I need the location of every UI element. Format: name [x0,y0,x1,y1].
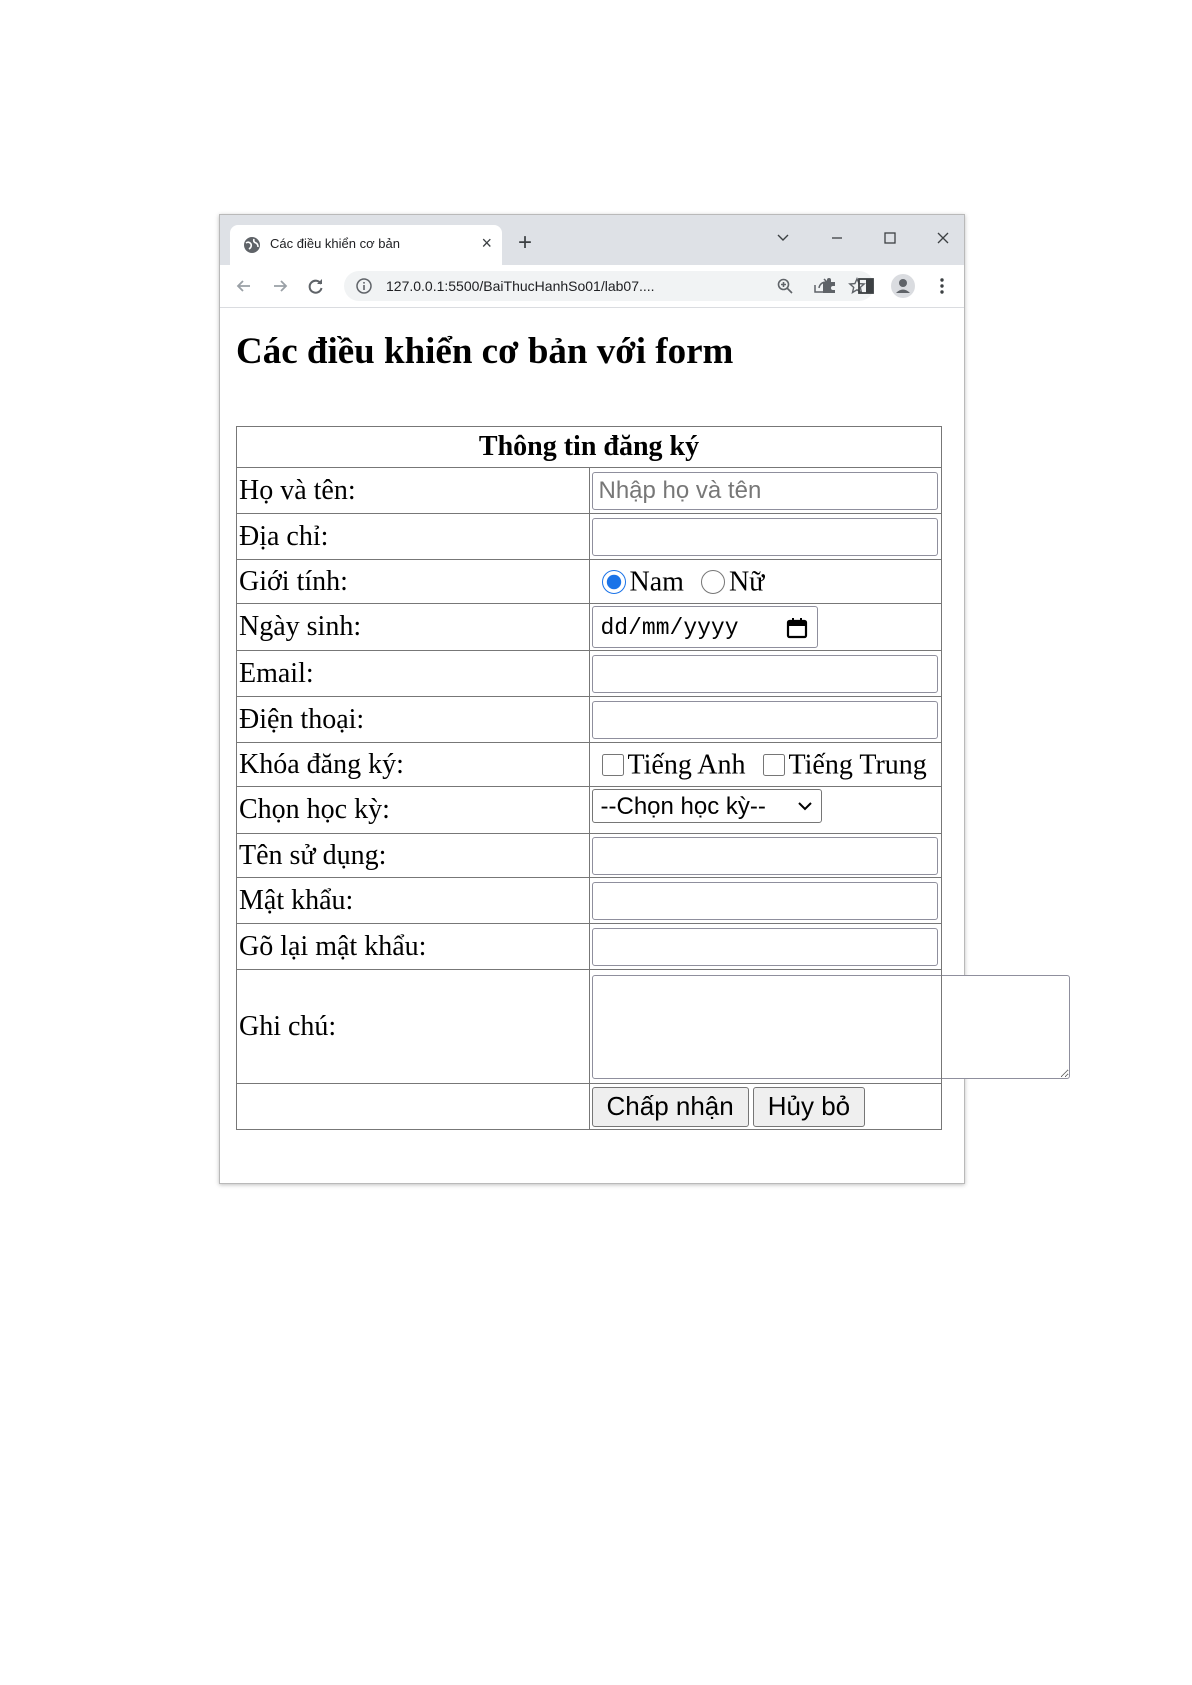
table-row [237,787,942,834]
globe-icon [243,236,261,254]
page-content [220,308,964,1183]
table-row [237,743,942,787]
email-label: Email: [237,651,590,697]
empty-cell [237,1084,590,1130]
gender-male-radio[interactable] [602,570,626,594]
tab-search-icon[interactable] [768,223,798,253]
fullname-label: Họ và tên: [237,468,590,514]
table-row [237,468,942,514]
repassword-input[interactable] [592,928,938,966]
table-row [237,651,942,697]
password-input[interactable] [592,882,938,920]
course-chinese-label: Tiếng Trung [788,749,927,781]
table-row [237,604,942,651]
forward-icon[interactable] [270,276,290,296]
table-row [237,514,942,560]
table-row [237,834,942,878]
browser-toolbar [220,265,964,308]
semester-label: Chọn học kỳ: [237,787,590,834]
submit-button[interactable]: Chấp nhận [592,1087,749,1127]
registration-form [236,426,942,1130]
table-row [237,697,942,743]
reload-icon[interactable] [306,276,326,296]
plus-icon[interactable]: + [518,229,533,256]
password-label: Mật khẩu: [237,878,590,924]
url-text: 127.0.0.1:5500/BaiThucHanhSo01/lab07.... [386,278,655,294]
browser-window [219,214,965,1184]
profile-icon[interactable] [891,274,915,298]
phone-label: Điện thoại: [237,697,590,743]
dob-placeholder: dd/mm/yyyy [600,615,739,641]
back-icon[interactable] [234,276,254,296]
username-input[interactable] [592,837,938,875]
minimize-icon[interactable] [822,223,852,253]
gender-male-label: Nam [629,566,684,598]
side-panel-icon[interactable] [856,276,876,296]
repassword-label: Gõ lại mật khẩu: [237,924,590,970]
note-textarea[interactable] [592,975,1070,1079]
phone-input[interactable] [592,701,938,739]
close-icon[interactable]: × [481,233,492,253]
address-input[interactable] [592,518,938,556]
dob-date-input[interactable] [592,606,818,648]
course-label: Khóa đăng ký: [237,743,590,787]
cancel-button[interactable]: Hủy bỏ [753,1087,865,1127]
calendar-icon[interactable] [785,616,809,640]
gender-label: Giới tính: [237,560,590,604]
fullname-input[interactable] [592,472,938,510]
chevron-down-icon [797,799,813,813]
table-row [237,924,942,970]
semester-selected-value: --Chọn học kỳ-- [600,793,766,820]
extensions-icon[interactable] [820,276,840,296]
note-label: Ghi chú: [237,970,590,1084]
gender-female-label: Nữ [728,566,765,598]
course-english-label: Tiếng Anh [627,749,746,781]
menu-icon[interactable] [932,276,952,296]
address-bar[interactable] [344,271,874,301]
table-row [237,560,942,604]
table-row [237,1084,942,1130]
course-english-checkbox[interactable] [602,754,624,776]
maximize-icon[interactable] [875,223,905,253]
zoom-icon[interactable] [776,277,794,295]
username-label: Tên sử dụng: [237,834,590,878]
dob-label: Ngày sinh: [237,604,590,651]
semester-select[interactable] [592,789,822,823]
table-row [237,878,942,924]
page-title: Các điều khiển cơ bản với form [236,331,734,372]
info-icon[interactable] [356,278,372,294]
course-chinese-checkbox[interactable] [763,754,785,776]
window-close-icon[interactable] [928,223,958,253]
form-caption: Thông tin đăng ký [237,427,942,468]
browser-tab[interactable] [230,225,502,265]
address-label: Địa chỉ: [237,514,590,560]
tab-strip [220,215,964,265]
gender-female-radio[interactable] [701,570,725,594]
email-input[interactable] [592,655,938,693]
table-row [237,970,942,1084]
tab-title: Các điều khiển cơ bản [270,236,400,251]
